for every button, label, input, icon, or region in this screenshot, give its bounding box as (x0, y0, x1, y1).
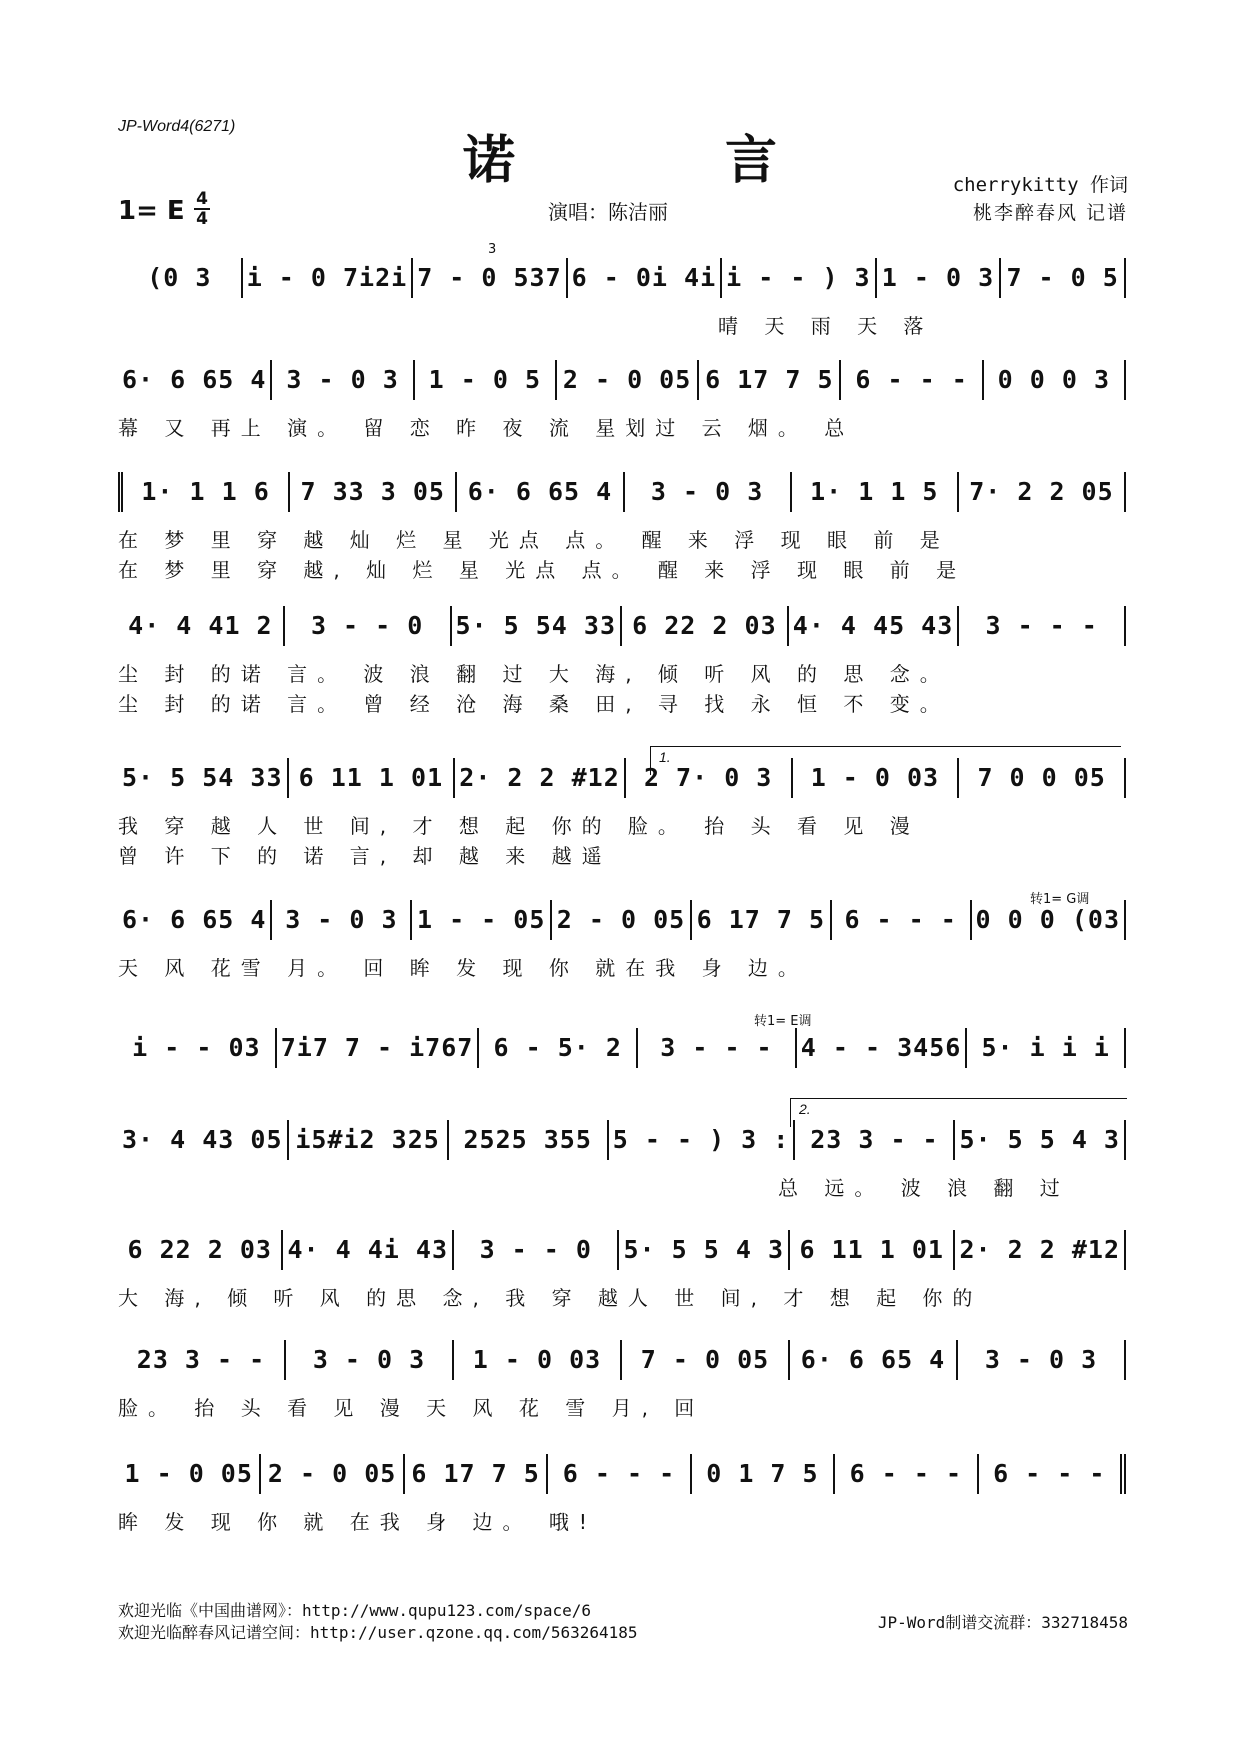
singer-credit: 演唱：陈洁丽 (548, 200, 668, 224)
lyrics-line: 在 梦 里 穿 越 灿 烂 星 光点 点。 醒 来 浮 现 眼 前 是 (118, 528, 950, 552)
measure: 5 - - ) 3 : (609, 1120, 796, 1160)
lyrics-line: 幕 又 再上 演。 留 恋 昨 夜 流 星划过 云 烟。 总 (118, 416, 855, 440)
measure: i5#i2 325 (289, 1120, 449, 1160)
measure: 6· 6 65 4 (118, 900, 272, 940)
measure: 6· 6 65 4 (118, 360, 272, 400)
measure: 1 - 0 5 (415, 360, 557, 400)
measure: i - - 03 (118, 1028, 277, 1068)
measure: 7 33 3 05 (290, 472, 457, 512)
measure: 2· 2 2 #12 (955, 1230, 1126, 1270)
notes-line (118, 1450, 1126, 1498)
measure: 4· 4 4i 43 (283, 1230, 454, 1270)
measure: 3 - - 0 (454, 1230, 619, 1270)
measure: 3 - 0 3 (286, 1340, 454, 1380)
notes-line (118, 1116, 1126, 1164)
measure: 5· i i i (967, 1028, 1126, 1068)
measure: i - 0 7i2i (243, 258, 414, 298)
measure: i - - ) 3 (722, 258, 876, 298)
lyrics-line: 曾 许 下 的 诺 言, 却 越 来 越遥 (118, 844, 612, 868)
time-signature-bottom: 4 (196, 209, 208, 229)
measure: 6 - 5· 2 (479, 1028, 638, 1068)
measure: 6 22 2 03 (118, 1230, 283, 1270)
measure: 6 17 7 5 (699, 360, 841, 400)
footer-qzone: 欢迎光临醉春风记谱空间：http://user.qzone.qq.com/563264185 (118, 1623, 638, 1642)
notes-line (118, 254, 1126, 302)
measure: 6 - - - (548, 1454, 691, 1494)
measure: 6· 6 65 4 (790, 1340, 958, 1380)
lyrics-line: 眸 发 现 你 就 在我 身 边。 哦! (118, 1510, 597, 1534)
measure: 6 - - - (832, 900, 972, 940)
lyrics-line: 脸。 抬 头 看 见 漫 天 风 花 雪 月, 回 (118, 1396, 705, 1420)
measure: 0 0 0 3 (984, 360, 1126, 400)
measure: 2 - 0 05 (261, 1454, 404, 1494)
measure: 1· 1 1 6 (118, 472, 290, 512)
measure: 6 - - - (979, 1454, 1126, 1494)
measure: 6 - - - (835, 1454, 978, 1494)
notes-line (118, 754, 1126, 802)
measure: 0 0 0 (03 (972, 900, 1126, 940)
lyrics-line: 总 远。 波 浪 翻 过 (118, 1176, 1070, 1200)
footer-group: JP-Word制谱交流群：332718458 (877, 1613, 1128, 1632)
measure: 6 11 1 01 (289, 758, 456, 798)
measure: 7 0 0 05 (959, 758, 1126, 798)
notes-line (118, 1024, 1126, 1072)
lyrics-line: 尘 封 的诺 言。 曾 经 沧 海 桑 田, 寻 找 永 恒 不 变。 (118, 692, 950, 716)
measure: 3 - - - (638, 1028, 797, 1068)
notes-line (118, 1336, 1126, 1384)
measure: 6 17 7 5 (692, 900, 832, 940)
lyrics-line: 天 风 花雪 月。 回 眸 发 现 你 就在我 身 边。 (118, 956, 808, 980)
time-signature (194, 190, 210, 228)
measure: 1· 1 1 5 (792, 472, 959, 512)
measure: 6 17 7 5 (405, 1454, 548, 1494)
measure: 6 22 2 03 (622, 606, 789, 646)
measure: 2 - 0 05 (552, 900, 692, 940)
measure: 1 - 0 05 (118, 1454, 261, 1494)
key-signature: 1= E (118, 196, 185, 226)
triplet-mark: 3 (488, 242, 497, 257)
measure: 2 - 0 05 (557, 360, 699, 400)
volta-1-label: 1. (659, 749, 671, 765)
measure: 2 7· 0 3 (626, 758, 793, 798)
notes-line (118, 1226, 1126, 1274)
measure: 6 - 0i 4i (568, 258, 722, 298)
measure: 2· 2 2 #12 (455, 758, 626, 798)
measure: 23 3 - - (118, 1340, 286, 1380)
measure: 4 - - 3456 (797, 1028, 968, 1068)
measure: 3 - 0 3 (958, 1340, 1126, 1380)
measure: 6· 6 65 4 (457, 472, 624, 512)
transcriber-credit: 桃李醉春风 记谱 (972, 202, 1128, 224)
song-title: 诺 言 (462, 131, 874, 191)
measure: (0 3 (118, 258, 243, 298)
measure: 3 - 0 3 (272, 360, 414, 400)
lyrics-line: 我 穿 越 人 世 间, 才 想 起 你的 脸。 抬 头 看 见 漫 (118, 814, 920, 838)
notes-line (118, 602, 1126, 650)
measure: 1 - 0 03 (454, 1340, 622, 1380)
measure: 3 - - 0 (285, 606, 452, 646)
measure: 3 - 0 3 (272, 900, 412, 940)
measure: 6 - - - (841, 360, 983, 400)
measure: 7 - 0 5 (1001, 258, 1126, 298)
measure: 5· 5 54 33 (452, 606, 623, 646)
measure: 2525 355 (449, 1120, 609, 1160)
measure: 7 - 0 537 (413, 258, 567, 298)
measure: 3· 4 43 05 (118, 1120, 289, 1160)
lyrics-line: 晴 天 雨 天 落 (118, 314, 934, 338)
measure: 6 11 1 01 (790, 1230, 955, 1270)
measure: 4· 4 45 43 (789, 606, 960, 646)
measure: 23 3 - - (795, 1120, 955, 1160)
lyricist-credit: cherrykitty 作词 (952, 174, 1128, 196)
measure: 1 - 0 3 (877, 258, 1002, 298)
measure: 4· 4 41 2 (118, 606, 285, 646)
software-label: JP-Word4(6271) (118, 118, 236, 135)
lyrics-line: 在 梦 里 穿 越, 灿 烂 星 光点 点。 醒 来 浮 现 眼 前 是 (118, 558, 967, 582)
measure: 5· 5 54 33 (118, 758, 289, 798)
notes-line (118, 468, 1126, 516)
footer-website: 欢迎光临《中国曲谱网》：http://www.qupu123.com/space/6 (118, 1601, 591, 1620)
measure: 1 - - 05 (412, 900, 552, 940)
measure: 7i7 7 - i767 (277, 1028, 480, 1068)
modulation-to-e: 转1= E调 (754, 1014, 812, 1029)
notes-line (118, 356, 1126, 404)
lyrics-line: 尘 封 的诺 言。 波 浪 翻 过 大 海, 倾 听 风 的 思 念。 (118, 662, 950, 686)
notes-line (118, 896, 1126, 944)
volta-2-label: 2. (799, 1101, 811, 1117)
lyrics-line: 大 海, 倾 听 风 的思 念, 我 穿 越人 世 间, 才 想 起 你的 (118, 1286, 983, 1310)
measure: 0 1 7 5 (692, 1454, 835, 1494)
measure: 3 - 0 3 (625, 472, 792, 512)
measure: 3 - - - (959, 606, 1126, 646)
measure: 5· 5 5 4 3 (619, 1230, 790, 1270)
measure: 7· 2 2 05 (959, 472, 1126, 512)
time-signature-top: 4 (196, 189, 208, 209)
measure: 5· 5 5 4 3 (955, 1120, 1126, 1160)
measure: 7 - 0 05 (622, 1340, 790, 1380)
measure: 1 - 0 03 (793, 758, 960, 798)
modulation-to-g: 转1= G调 (1030, 892, 1090, 907)
